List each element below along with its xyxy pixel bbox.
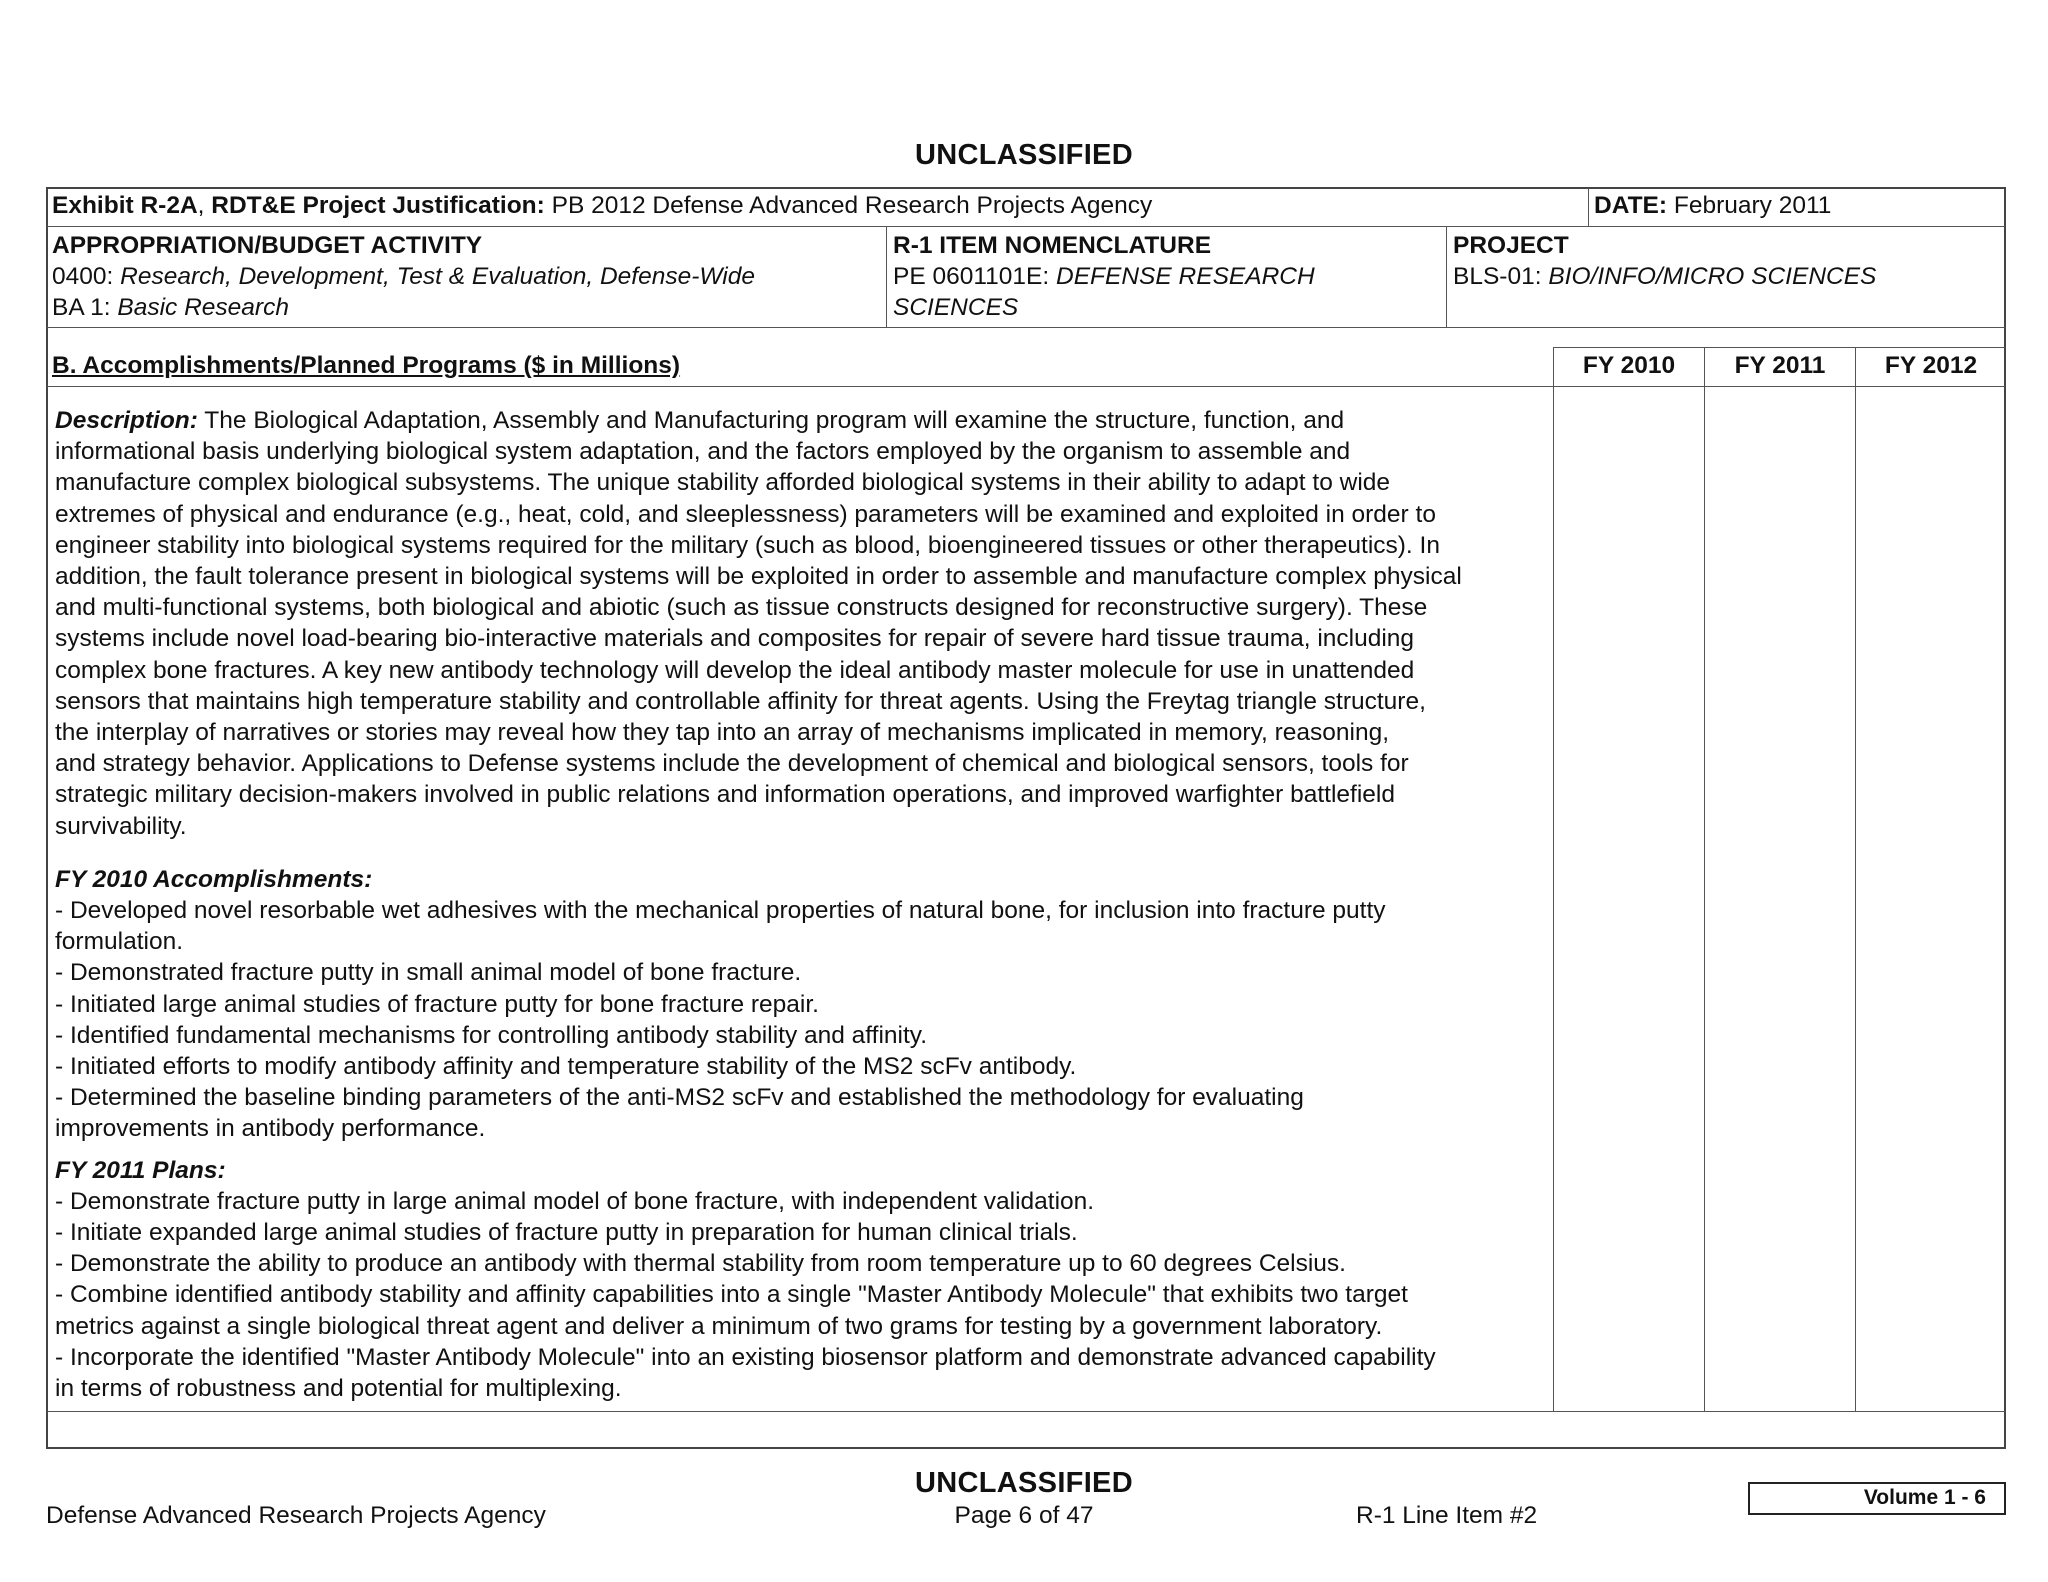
appropriation-label: APPROPRIATION/BUDGET ACTIVITY <box>52 232 483 259</box>
description-line: complex bone fractures. A key new antibody technology will develop the ideal antibody master molecule for use in unattended <box>55 656 1415 684</box>
accomplishment-line: - Developed novel resorbable wet adhesives with the mechanical properties of natural bone, for inclusion into fracture putty <box>55 897 1386 925</box>
divider-fy2011-col <box>1704 347 1705 1412</box>
volume-box: Volume 1 - 6 <box>1748 1482 2006 1515</box>
divider-fy2012-col <box>1855 347 1856 1412</box>
divider-nomenclature-col <box>886 227 887 328</box>
accomplishment-line: formulation. <box>55 928 184 956</box>
plan-line: - Demonstrate the ability to produce an antibody with thermal stability from room temperature up to 60 degrees Celsius. <box>55 1250 1346 1278</box>
fy2012-column-header: FY 2012 <box>1884 352 1978 379</box>
divider-project-col <box>1446 227 1447 328</box>
appropriation-block <box>52 230 755 323</box>
fy2011-plans <box>55 1155 1555 1405</box>
nomenclature-label: R-1 ITEM NOMENCLATURE <box>893 232 1212 259</box>
accomplishment-line: - Initiated efforts to modify antibody affinity and temperature stability of the MS2 scFv antibody. <box>55 1053 1077 1081</box>
project-code: BLS-01: <box>1453 263 1549 290</box>
description-line: informational basis underlying biological system adaptation, and the factors employed by the organism to assemble and <box>55 438 1351 466</box>
accomplishment-line: - Determined the baseline binding parameters of the anti-MS2 scFv and established the methodology for evaluating <box>55 1084 1304 1112</box>
project-block <box>1453 230 1876 292</box>
exhibit-title <box>52 190 1152 221</box>
fy2010-column-header: FY 2010 <box>1582 352 1676 379</box>
exhibit-sep: , <box>197 192 212 219</box>
section-b-title: B. Accomplishments/Planned Programs ($ in Millions) <box>52 352 681 379</box>
exhibit-label: Exhibit R-2A <box>52 192 198 219</box>
description-line: manufacture complex biological subsystems. The unique stability afforded biological systems in their ability to adapt to wide <box>55 469 1391 497</box>
description-line: strategic military decision-makers involved in public relations and information operations, and improved warfighter battlefield <box>55 781 1395 809</box>
footer-page-number: Page 6 of 47 <box>954 1502 1094 1529</box>
accomplishment-line: - Identified fundamental mechanisms for controlling antibody stability and affinity. <box>55 1021 928 1049</box>
plan-line: - Incorporate the identified "Master Antibody Molecule" into an existing biosensor platform and demonstrate advanced capability <box>55 1343 1436 1371</box>
exhibit-title-label: RDT&E Project Justification: <box>211 192 545 219</box>
classification-footer: UNCLASSIFIED <box>915 1467 1133 1499</box>
plan-line: - Demonstrate fracture putty in large animal model of bone fracture, with independent validation. <box>55 1187 1095 1215</box>
description-line: sensors that maintains high temperature stability and controllable affinity for threat agents. Using the Freytag triangle structure, <box>55 687 1426 715</box>
description-line: the interplay of narratives or stories may reveal how they tap into an array of mechanisms implicated in memory, reasoning, <box>55 719 1390 747</box>
project-name: BIO/INFO/MICRO SCIENCES <box>1548 263 1877 290</box>
description-text: The Biological Adaptation, Assembly and Manufacturing program will examine the structure, function, and <box>197 407 1345 434</box>
appropriation-code: 0400: <box>52 263 121 290</box>
description-line: systems include novel load-bearing bio-interactive materials and composites for repair of severe hard tissue trauma, including <box>55 625 1415 653</box>
description-line: and strategy behavior. Applications to Defense systems include the development of chemical and biological sensors, tools for <box>55 750 1409 778</box>
budget-activity-code: BA 1: <box>52 294 118 321</box>
date-value: February 2011 <box>1667 192 1832 219</box>
divider-fy-header-top <box>1553 347 2005 348</box>
description-line: and multi-functional systems, both biological and abiotic (such as tissue constructs designed for reconstructive surgery). These <box>55 594 1428 622</box>
project-line <box>1453 261 1876 292</box>
footer-agency: Defense Advanced Research Projects Agency <box>46 1502 546 1529</box>
budget-activity-text: Basic Research <box>117 294 289 321</box>
description-label: Description: <box>55 407 198 434</box>
fy2011-column-header: FY 2011 <box>1734 352 1826 379</box>
budget-activity-line <box>52 292 755 323</box>
accomplishment-line: - Demonstrated fracture putty in small animal model of bone fracture. <box>55 959 802 987</box>
footer-line-item: R-1 Line Item #2 <box>1356 1502 1538 1529</box>
divider-date-col <box>1588 188 1589 227</box>
accomplishment-line: - Initiated large animal studies of fracture putty for bone fracture repair. <box>55 990 819 1018</box>
exhibit-title-value: PB 2012 Defense Advanced Research Projects Agency <box>544 192 1153 219</box>
divider-exhibit-row <box>47 226 2005 227</box>
nomenclature-name-line2: SCIENCES <box>893 294 1019 321</box>
date-label: DATE: <box>1594 192 1668 219</box>
plan-line: - Initiate expanded large animal studies of fracture putty in preparation for human clinical trials. <box>55 1219 1078 1247</box>
nomenclature-code: PE 0601101E: <box>893 263 1057 290</box>
accomplishments-body <box>55 405 1555 1404</box>
description-line: survivability. <box>55 812 187 840</box>
project-label: PROJECT <box>1453 232 1569 259</box>
description-line: addition, the fault tolerance present in biological systems will be exploited in order to assemble and manufacture complex physical <box>55 563 1462 591</box>
plan-line: metrics against a single biological threat agent and deliver a minimum of two grams for testing by a government laboratory. <box>55 1312 1383 1340</box>
fy2010-title: FY 2010 Accomplishments: <box>55 865 373 893</box>
plan-line: in terms of robustness and potential for multiplexing. <box>55 1375 622 1403</box>
description-line: extremes of physical and endurance (e.g., heat, cold, and sleeplessness) parameters will be examined and exploited in order to <box>55 500 1436 528</box>
divider-info-row <box>47 327 2005 328</box>
exhibit-date <box>1594 190 1831 221</box>
fy2011-title: FY 2011 Plans: <box>55 1156 226 1184</box>
nomenclature-line1 <box>893 261 1315 292</box>
classification-header: UNCLASSIFIED <box>915 139 1133 171</box>
description-paragraph <box>55 405 1555 842</box>
plan-line: - Combine identified antibody stability and affinity capabilities into a single "Master Antibody Molecule" that exhibits two target <box>55 1281 1408 1309</box>
divider-section-header <box>47 386 2005 387</box>
appropriation-text: Research, Development, Test & Evaluation, Defense-Wide <box>120 263 755 290</box>
description-line <box>55 405 1555 436</box>
accomplishment-line: improvements in antibody performance. <box>55 1115 486 1143</box>
nomenclature-block <box>893 230 1315 323</box>
nomenclature-name-line1: DEFENSE RESEARCH <box>1056 263 1315 290</box>
fy2010-accomplishments <box>55 864 1555 1145</box>
divider-table-bottom <box>47 1411 2005 1412</box>
description-line: engineer stability into biological systems required for the military (such as blood, bioengineered tissues or other therapeutics). In <box>55 531 1440 559</box>
appropriation-line1 <box>52 261 755 292</box>
